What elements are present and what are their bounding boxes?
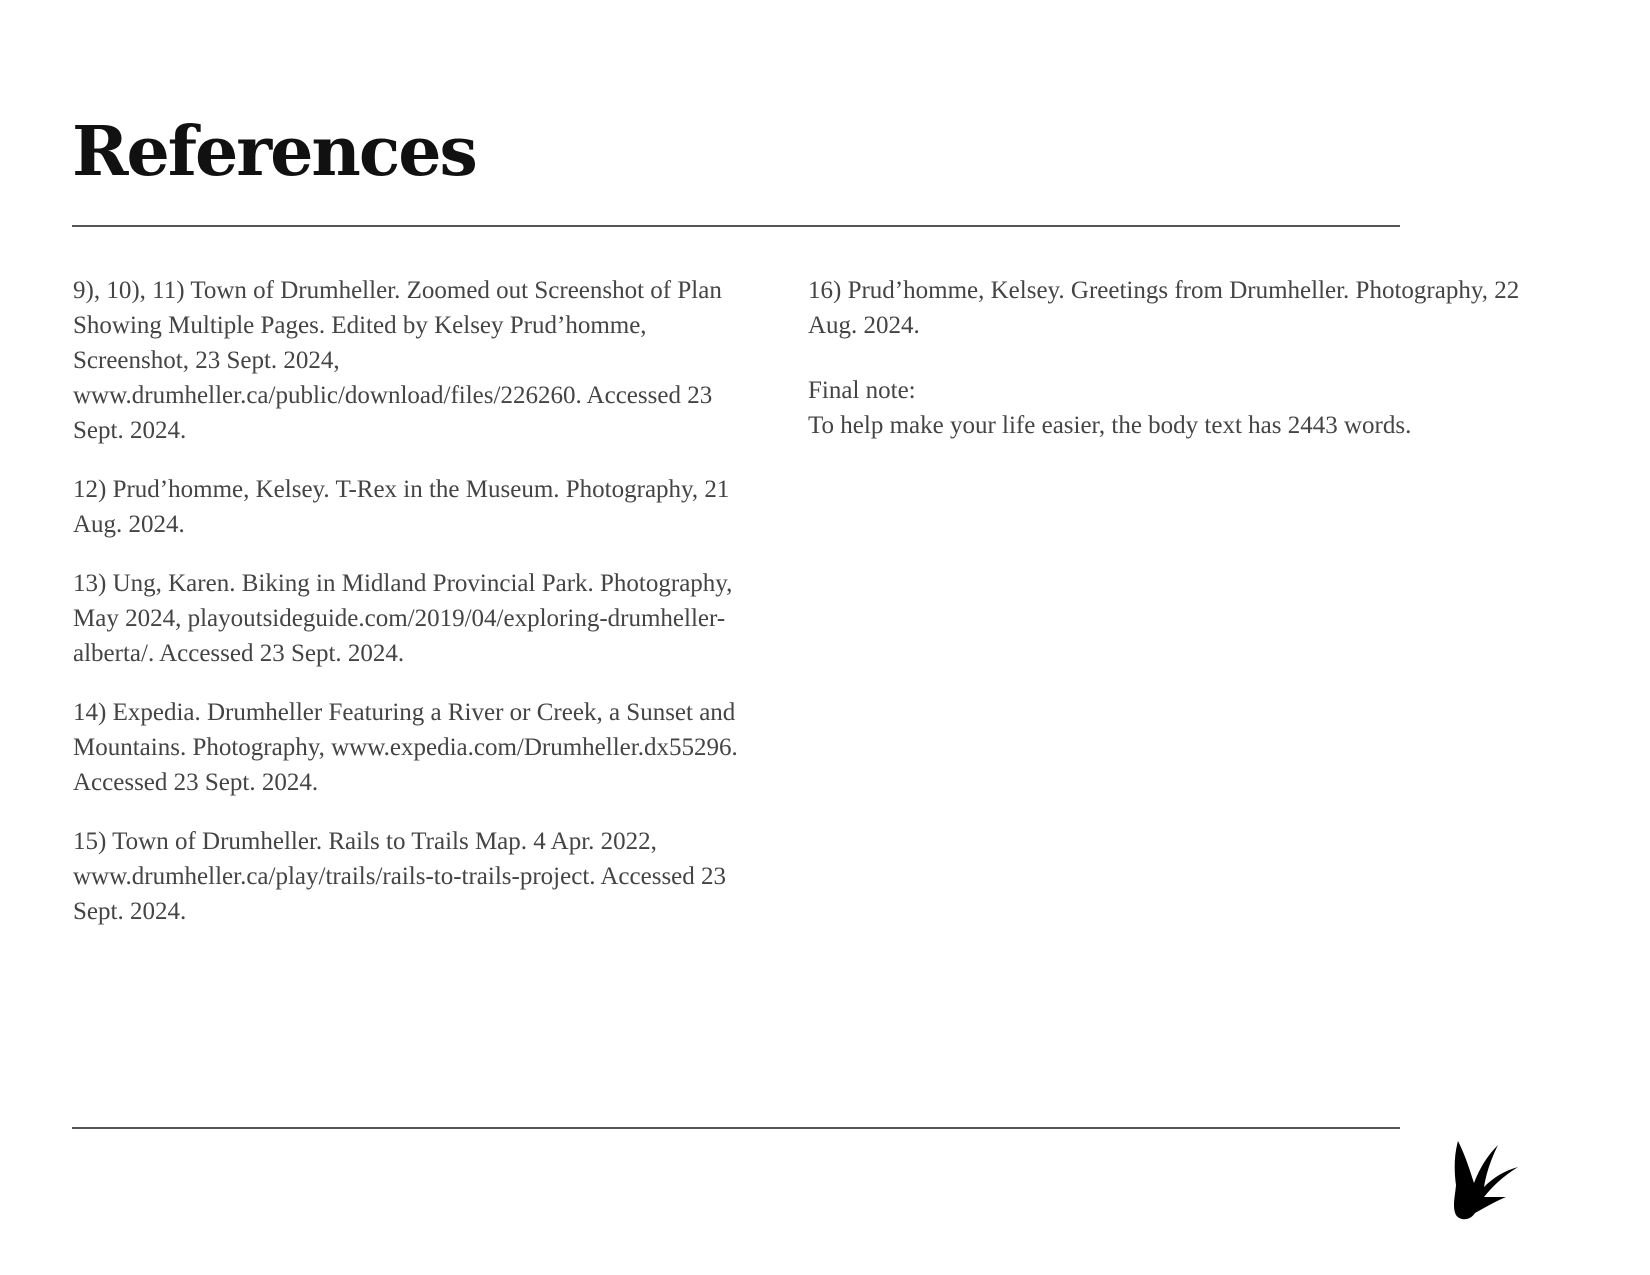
dinosaur-footprint-icon <box>1448 1137 1520 1221</box>
final-note-text: To help make your life easier, the body text has 2443 words. <box>808 412 1412 439</box>
top-divider <box>72 225 1400 227</box>
page-title: References <box>72 112 476 192</box>
reference-entry: 13) Ung, Karen. Biking in Midland Provincial Park. Photography, May 2024, playoutsideguide.com/2019/04/exploring-drumheller-alberta/. Accessed 23 Sept. 2024. <box>73 570 733 667</box>
references-left-column <box>73 273 741 953</box>
final-note <box>808 373 1568 443</box>
reference-entry: 16) Prud’homme, Kelsey. Greetings from Drumheller. Photography, 22 Aug. 2024. <box>808 277 1520 339</box>
final-note-label: Final note: <box>808 377 916 404</box>
reference-entry: 12) Prud’homme, Kelsey. T-Rex in the Museum. Photography, 21 Aug. 2024. <box>73 476 730 538</box>
bottom-divider <box>72 1127 1400 1129</box>
references-right-column <box>808 273 1568 443</box>
reference-entry: 15) Town of Drumheller. Rails to Trails Map. 4 Apr. 2022, www.drumheller.ca/play/trails/rails-to-trails-project. Accessed 23 Sept. 2024. <box>73 828 727 925</box>
reference-entry: 14) Expedia. Drumheller Featuring a River or Creek, a Sunset and Mountains. Photography, www.expedia.com/Drumheller.dx55296. Accessed 23 Sept. 2024. <box>73 699 738 796</box>
reference-entry: 9), 10), 11) Town of Drumheller. Zoomed out Screenshot of Plan Showing Multiple Pages. Edited by Kelsey Prud’homme, Screenshot, 23 Sept. 2024, www.drumheller.ca/public/download/files/226260. Accessed 23 Sept. 2024. <box>73 277 722 444</box>
